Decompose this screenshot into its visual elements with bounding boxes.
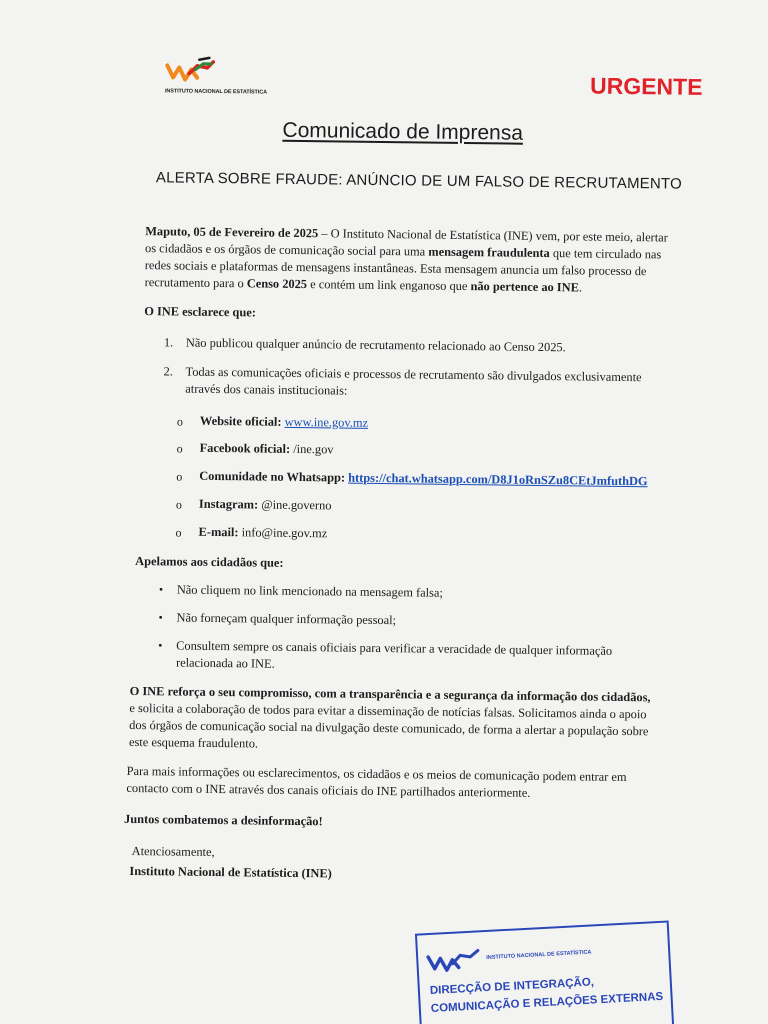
clarify-item-2-line-2: através dos canais institucionais: [185, 381, 348, 398]
email-value: info@ine.gov.mz [241, 525, 328, 541]
whatsapp-link[interactable]: https://chat.whatsapp.com/D8J1oRnSZu8CEtJmfuthDG [348, 470, 648, 489]
clarify-item-2-number: 2. [163, 364, 173, 379]
stamp-line-1: DIRECÇÃO DE INTEGRAÇÃO, [429, 976, 595, 998]
commitment-line-3: dos órgãos de comunicação social na divulgação deste comunicado, de forma a alertar a população sobre [129, 717, 649, 739]
facebook-label: Facebook oficial: [199, 440, 291, 456]
appeal-bullet: • [158, 638, 163, 653]
commitment-line-2: e solicita a colaboração de todos para evitar a disseminação de notícias falsas. Solicitamos ainda o apoio [129, 700, 647, 722]
channel-whatsapp [199, 468, 648, 490]
urgent-stamp: URGENTE [589, 72, 703, 100]
clarify-item-2-line-1: Todas as comunicações oficiais e processos de recrutamento são divulgados exclusivamente [185, 364, 642, 385]
intro-line-3: redes sociais e plataformas de mensagens instantâneas. Esta mensagem anuncia um falso processo de [144, 258, 647, 279]
clarify-item-1-number: 1. [163, 335, 174, 350]
whatsapp-label: Comunidade no Whatsapp: [199, 468, 346, 485]
ine-logo-icon [165, 55, 215, 88]
page-title: Comunicado de Imprensa [282, 118, 524, 145]
stamp-logo-icon [426, 946, 483, 979]
appeal-item-3-line-1: Consultem sempre os canais oficiais para verificar a veracidade de qualquer informação [176, 638, 613, 658]
channel-bullet: o [175, 497, 183, 512]
instagram-value: @ine.governo [261, 497, 332, 513]
appeal-item-1: Não cliquem no link mencionado na mensagem falsa; [176, 582, 443, 600]
appeal-item-3-line-2: relacionada ao INE. [175, 655, 275, 671]
intro-line-2-text-a: os cidadãos e os órgãos de comunicação social para uma [144, 241, 429, 259]
fraudulent-message-highlight: mensagem fraudulenta [428, 244, 550, 261]
closing-signature: Instituto Nacional de Estatística (INE) [129, 863, 332, 881]
appeal-heading: Apelamos aos cidadãos que: [135, 554, 284, 570]
commitment-line-4: este esquema fraudulento. [128, 734, 259, 751]
not-ine-highlight: não pertence ao INE [470, 279, 579, 295]
channel-bullet: o [175, 525, 182, 540]
intro-line-2-text-c: que tem circulado nas [549, 246, 662, 262]
instagram-label: Instagram: [198, 496, 259, 512]
logo-org-name: INSTITUTO NACIONAL DE ESTATÍSTICA [164, 88, 268, 96]
appeal-bullet: • [158, 582, 164, 597]
ine-logo [165, 55, 281, 102]
email-label: E-mail: [198, 524, 239, 540]
census-highlight: Censo 2025 [246, 276, 308, 292]
commitment-line-1: O INE reforça o seu compromisso, com a transparência e a segurança da informação dos cidadãos, [129, 683, 651, 705]
website-link[interactable]: www.ine.gov.mz [284, 414, 369, 430]
contact-line-1: Para mais informações ou esclarecimentos, os cidadãos e os meios de comunicação podem entrar em [126, 763, 627, 785]
page-subtitle: ALERTA SOBRE FRAUDE: ANÚNCIO DE UM FALSO DE RECRUTAMENTO [155, 169, 683, 193]
facebook-value: /ine.gov [293, 441, 334, 457]
channel-email [198, 524, 327, 543]
channel-facebook [200, 440, 334, 459]
appeal-item-2: Não forneçam qualquer informação pessoal; [176, 610, 397, 628]
channel-bullet: o [176, 441, 183, 456]
channel-website [200, 413, 368, 432]
closing-regards: Atenciosamente, [131, 843, 215, 860]
clarify-heading: O INE esclarece que: [144, 304, 256, 320]
official-stamp [415, 920, 675, 1024]
intro-line-4-text-a: recrutamento para o [144, 275, 247, 291]
channel-instagram [199, 496, 332, 515]
intro-line-4-period: . [578, 280, 583, 295]
intro-line-4-text-c: e contém um link enganoso que [306, 277, 471, 294]
appeal-bullet: • [158, 610, 163, 625]
clarify-item-1: Não publicou qualquer anúncio de recrutamento relacionado ao Censo 2025. [185, 335, 566, 355]
place-date: Maputo, 05 de Fevereiro de 2025 [145, 224, 319, 241]
website-label: Website oficial: [199, 413, 282, 429]
stamp-line-2: COMUNICAÇÃO E RELAÇÕES EXTERNAS [430, 990, 664, 1015]
closing-motto: Juntos combatemos a desinformação! [123, 811, 323, 829]
channel-bullet: o [176, 469, 183, 484]
stamp-org-name: INSTITUTO NACIONAL DE ESTATÍSTICA [486, 949, 592, 962]
contact-line-2: contacto com o INE através dos canais oficiais do INE partilhados anteriormente. [126, 780, 531, 800]
intro-line-1-text: – O Instituto Nacional de Estatística (INE) vem, por este meio, alertar [318, 226, 668, 245]
channel-bullet: o [176, 414, 184, 429]
